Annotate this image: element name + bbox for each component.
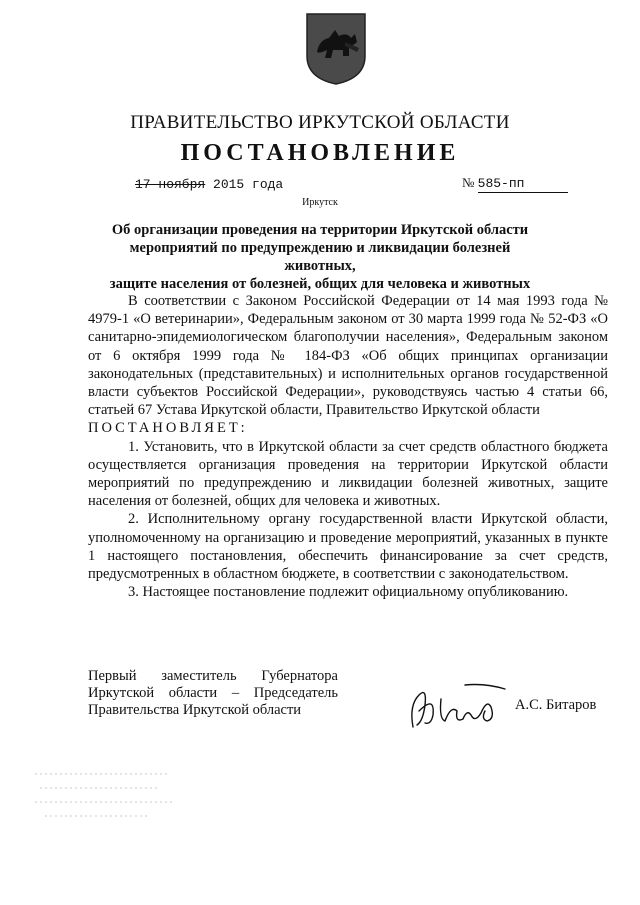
title-line: мероприятий по предупреждению и ликвидации болезней животных, xyxy=(129,240,511,274)
signatory-position xyxy=(88,668,338,719)
document-number xyxy=(462,175,568,193)
position-line: Иркутской области – Председатель xyxy=(88,685,338,701)
faint-stamp-mark xyxy=(30,768,180,828)
date-day-month: 17 ноября xyxy=(135,177,206,192)
document-type: ПОСТАНОВЛЕНИЕ xyxy=(180,140,460,166)
handwritten-signature xyxy=(405,675,515,735)
position-line: Правительства Иркутской области xyxy=(88,702,302,718)
title-line: защите населения от болезней, общих для человека и животных xyxy=(109,276,531,292)
signatory-name: А.С. Битаров xyxy=(515,697,597,713)
preamble-paragraph: В соответствии с Законом Российской Федерации от 14 мая 1993 года № 4979-1 «О ветеринарии», Федеральным законом от 30 марта 1999 года № 52-ФЗ «О санитарно-эпидемиологическом благополучии населения», Федеральным законом от 6 октября 1999 года № 184-ФЗ «Об общих принципах организации законодательных (представительных) и исполнительных органов государственной власти субъектов Российской Федерации», руководствуясь частью 4 статьи 66, статьей 67 Устава Иркутской области, Правительство Иркутской области xyxy=(88,293,608,419)
item-3-paragraph: 3. Настоящее постановление подлежит официальному опубликованию. xyxy=(128,584,569,601)
position-line: Первый заместитель Губернатора xyxy=(88,668,338,684)
document-date xyxy=(135,177,283,192)
date-year: 2015 года xyxy=(205,177,284,192)
item-1-paragraph: 1. Установить, что в Иркутской области за счет средств областного бюджета осуществляется организация проведения на территории Иркутской области мероприятий по предупреждению и ликвидации болезней животных, защите населения от болезней, общих для человека и животных. xyxy=(88,438,608,510)
number-prefix: № xyxy=(462,175,475,190)
decree-heading: ПОСТАНОВЛЯЕТ: xyxy=(88,420,248,437)
item-2-paragraph: 2. Исполнительному органу государственной власти Иркутской области, уполномоченному на организацию и проведение мероприятий, указанных в пункте 1 настоящего постановления, обеспечить финансирование за счет средств, предусмотренных в областном бюджете, в соответствии с законодательством. xyxy=(88,511,608,583)
document-body xyxy=(88,292,608,601)
document-city: Иркутск xyxy=(302,197,338,208)
government-name: ПРАВИТЕЛЬСТВО ИРКУТСКОЙ ОБЛАСТИ xyxy=(130,112,510,133)
coat-of-arms-emblem xyxy=(305,12,367,86)
title-line: Об организации проведения на территории Иркутской области xyxy=(111,222,529,238)
number-value: 585-пп xyxy=(478,176,568,193)
document-title xyxy=(100,221,540,293)
